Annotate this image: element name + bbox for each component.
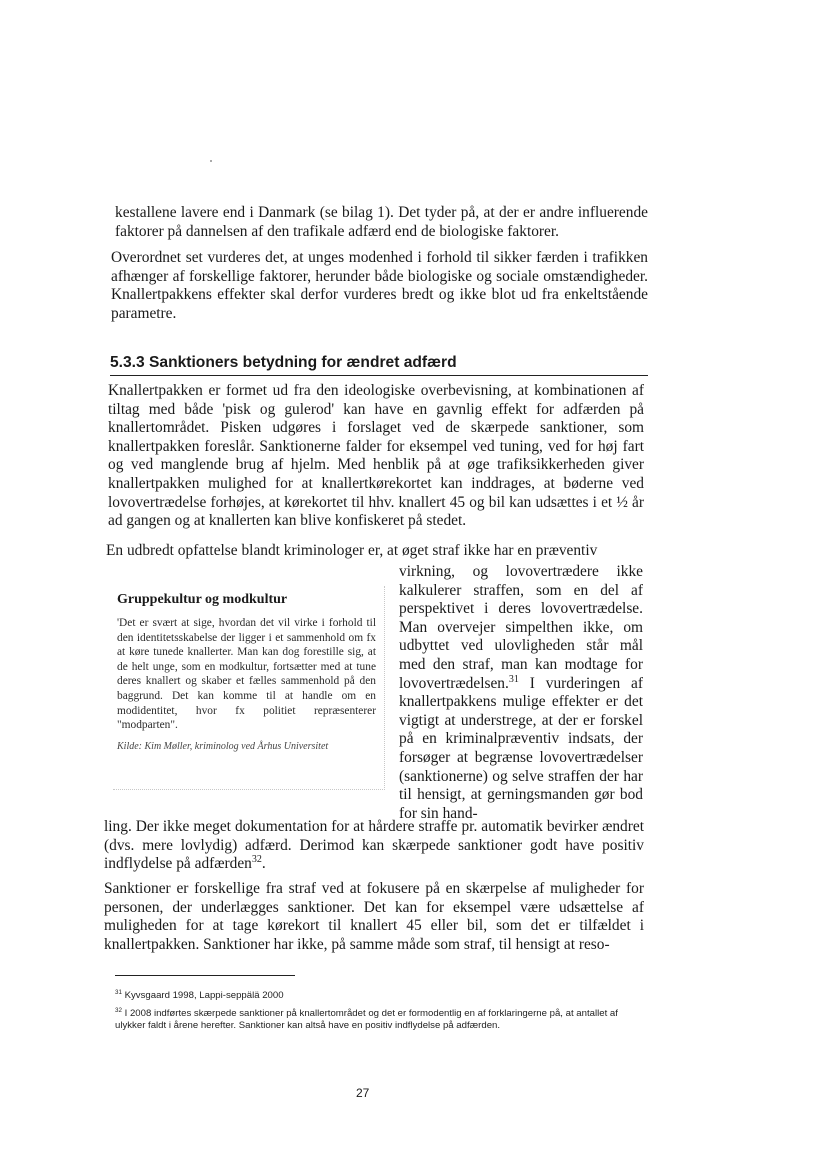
paragraph-overall: Overordnet set vurderes det, at unges modenhed i forhold til sikker færden i trafikken afhænger af forskellige faktorer, herunder både biologiske og sociale omstændigheder. Knallertpakkens effekter skal derfor vurderes bredt og ikke blot ud fra enkeltstående parametre. bbox=[111, 249, 648, 322]
paragraph-sanktioner: Sanktioner er forskellige fra straf ved at fokusere på en skærpelse af muligheder for personen, der underlægges sanktioner. Det kan for eksempel være udsættelse af muligheden for at tage kørekort til knallert 45 eller bil, som det er tilfældet i knallertpakken. Sanktioner har ikke, på samme måde som straf, til hensigt at reso- bbox=[104, 880, 644, 953]
footnote-32 bbox=[115, 1008, 645, 1032]
paragraph-criminologists-intro: En udbredt opfattelse blandt kriminologer er, at øget straf ikke har en præventiv bbox=[106, 542, 598, 559]
quote-box bbox=[113, 586, 385, 790]
footnote-number: 32 bbox=[115, 1006, 122, 1014]
bottom-text: ling. Der ikke meget dokumentation for at hårdere straffe pr. automatik bevirker ændret (dvs. mere lovlydig) adfærd. Derimod kan skærpede sanktioner godt have positiv indflydelse på adfærden bbox=[104, 818, 644, 873]
paragraph-knallertpakken: Knallertpakken er formet ud fra den ideologiske overbevisning, at kombinationen af tiltag med både 'pisk og gulerod' kan have en gavnlig effekt for adfærden på knallertområdet. Pisken udgøres i forslaget ved de skærpede sanktioner, som knallertpakken foreslår. Sanktionerne falder for eksempel ved tuning, ved for høj fart og ved manglende brug af hjelm. Med henblik på at øge trafiksikkerheden giver knallertpakken mulighed for at knallertkørekortet kan inddrages, at bøderne ved lovovertrædelse forhøjes, at kørekortet til hhv. knallert 45 og bil kan udsættes i et ½ år ad gangen og at knallerten kan blive konfiskeret på stedet. bbox=[108, 382, 644, 530]
page-number: 27 bbox=[356, 1086, 370, 1100]
footnote-number: 31 bbox=[115, 988, 122, 996]
footnote-text: I 2008 indførtes skærpede sanktioner på knallertområdet og det er formodentlig en af forklaringerne på, at antallet af ulykker faldt i årene herefter. Sanktioner kan altså have en positiv indflydelse på adfærden. bbox=[115, 1008, 618, 1031]
paragraph-criminologists-bottom bbox=[104, 818, 644, 874]
footnote-text: Kyvsgaard 1998, Lappi-seppälä 2000 bbox=[124, 990, 284, 1001]
right-text-a: virkning, og lovovertrædere ikke kalkulerer straffen, som en del af perspektivet i deres lovovertrædelse. Man overvejer simpelthen ikke, om udbyttet ved ulovligheden står mål med den straf, man kan modtage for lovovertrædelsen. bbox=[399, 563, 643, 692]
scan-speck bbox=[210, 160, 212, 162]
quote-box-body: 'Det er svært at sige, hvordan det vil virke i forhold til den identitetsskabelse der ligger i et sammenhold om fx at køre tunede knallerter. Man kan dog forestille sig, at de helt unge, som en modkultur, fortsætter med at tune deres knallert og skaber et fælles sammenhold på den baggrund. Det kan komme til at handle om en modidentitet, hvor fx politiet repræsenterer "modparten". bbox=[117, 617, 376, 732]
footnote-31 bbox=[115, 990, 645, 1002]
footnote-ref-32: 32 bbox=[251, 854, 262, 866]
paragraph-criminologists-right bbox=[399, 563, 643, 823]
right-text-b: I vurderingen af knallertpakkens mulige effekter er det vigtigt at understrege, at der er forskel på en kriminalpræventiv indsats, der forsøger at begrænse lovovertrædelser (sanktionerne) og selve straffen der har til hensigt, at gerningsmanden gør bod for sin hand- bbox=[399, 674, 643, 822]
paragraph-intro: kestallene lavere end i Danmark (se bilag 1). Det tyder på, at der er andre influerende faktorer på dannelsen af den trafikale adfærd end de biologiske faktorer. bbox=[115, 204, 648, 240]
section-heading: 5.3.3 Sanktioners betydning for ændret adfærd bbox=[110, 354, 648, 376]
quote-box-title: Gruppekultur og modkultur bbox=[117, 592, 288, 607]
footnote-ref-31: 31 bbox=[508, 673, 519, 685]
footnote-divider bbox=[115, 975, 295, 976]
bottom-end: . bbox=[261, 855, 266, 873]
quote-box-source: Kilde: Kim Møller, kriminolog ved Århus Universitet bbox=[117, 740, 329, 752]
